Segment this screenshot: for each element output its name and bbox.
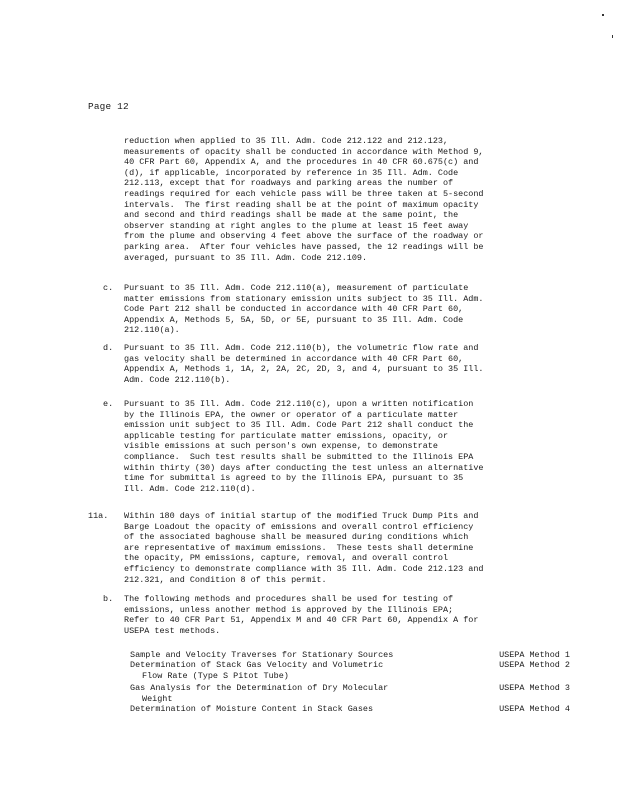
text-line: Refer to 40 CFR Part 51, Appendix M and 40 CFR Part 60, Appendix A for: [124, 615, 479, 626]
text-line: Pursuant to 35 Ill. Adm. Code 212.110(b), the volumetric flow rate and: [124, 343, 479, 353]
method-row: [130, 650, 570, 661]
text-line: measurements of opacity shall be conducted in accordance with Method 9,: [124, 146, 484, 157]
text-line: 40 CFR Part 60, Appendix A, and the procedures in 40 CFR 60.675(c) and: [124, 157, 479, 168]
text-line: Adm. Code 212.110(b).: [124, 374, 231, 385]
text-line: 212.321, and Condition 8 of this permit.: [124, 574, 327, 585]
text-line: by the Illinois EPA, the owner or operator of a particulate matter: [124, 409, 459, 420]
text-line: from the plume and observing 4 feet above the surface of the roadway or: [124, 231, 484, 242]
paragraph-11a-initial-startup: [124, 511, 574, 585]
method-name: Determination of Moisture Content in Stack Gases: [130, 704, 374, 714]
text-line: time for submittal is agreed to by the Illinois EPA, pursuant to 35: [124, 473, 464, 484]
text-line: Code Part 212 shall be conducted in accordance with 40 CFR Part 60,: [124, 304, 464, 315]
paragraph-e-testing-notification: [124, 399, 574, 494]
paragraph-opacity-measurement: [124, 136, 574, 263]
text-line: applicable testing for particulate matter emissions, opacity, or: [124, 430, 449, 441]
method-name-continued: Weight: [142, 693, 173, 704]
method-ref: USEPA Method 4: [499, 704, 570, 714]
paragraph-c-particulate-matter: [124, 283, 574, 336]
text-line: Pursuant to 35 Ill. Adm. Code 212.110(a), measurement of particulate: [124, 283, 469, 293]
text-line: parking area. After four vehicles have passed, the 12 readings will be: [124, 241, 484, 252]
text-line: gas velocity shall be determined in accordance with 40 CFR Part 60,: [124, 353, 464, 364]
text-line: Appendix A, Methods 5, 5A, 5D, or 5E, pursuant to 35 Ill. Adm. Code: [124, 314, 464, 325]
text-line: are representative of maximum emissions. These tests shall determine: [124, 542, 474, 553]
method-ref: USEPA Method 3: [499, 683, 570, 693]
text-line: 212.113, except that for roadways and parking areas the number of: [124, 178, 454, 189]
text-line: Ill. Adm. Code 212.110(d).: [124, 483, 256, 494]
text-line: averaged, pursuant to 35 Ill. Adm. Code 212.109.: [124, 252, 368, 263]
paragraph-b-test-methods: [124, 594, 574, 636]
method-ref: USEPA Method 2: [499, 660, 570, 670]
text-line: the opacity, PM emissions, capture, removal, and overall control: [124, 553, 449, 564]
text-line: Within 180 days of initial startup of the modified Truck Dump Pits and: [124, 511, 479, 521]
text-line: observer standing at right angles to the plume at least 15 feet away: [124, 220, 469, 231]
text-line: efficiency to demonstrate compliance with 35 Ill. Adm. Code 212.123 and: [124, 563, 484, 574]
text-line: of the associated baghouse shall be measured during conditions which: [124, 532, 469, 543]
text-line: Appendix A, Methods 1, 1A, 2, 2A, 2C, 2D, 3, and 4, pursuant to 35 Ill.: [124, 364, 484, 375]
item-label-c: c.: [103, 283, 114, 293]
text-line: within thirty (30) days after conducting the test unless an alternative: [124, 462, 484, 473]
text-line: reduction when applied to 35 Ill. Adm. Code 212.122 and 212.123,: [124, 136, 449, 146]
text-line: readings required for each vehicle pass will be three taken at 5-second: [124, 188, 484, 199]
text-line: USEPA test methods.: [124, 625, 221, 636]
item-label-11a: 11a.: [88, 511, 109, 521]
text-line: Pursuant to 35 Ill. Adm. Code 212.110(c), upon a written notification: [124, 399, 474, 409]
method-name: Gas Analysis for the Determination of Dry Molecular: [130, 683, 389, 693]
text-line: emission unit subject to 35 Ill. Adm. Code Part 212 shall conduct the: [124, 420, 474, 431]
text-line: Barge Loadout the opacity of emissions and overall control efficiency: [124, 521, 474, 532]
item-label-e: e.: [103, 399, 114, 409]
text-line: 212.110(a).: [124, 325, 180, 336]
method-name: Sample and Velocity Traverses for Stationary Sources: [130, 650, 394, 660]
scan-speck: [602, 14, 604, 16]
text-line: matter emissions from stationary emission units subject to 35 Ill. Adm.: [124, 293, 484, 304]
text-line: intervals. The first reading shall be at the point of maximum opacity: [124, 199, 479, 210]
method-row: [130, 704, 570, 715]
text-line: emissions, unless another method is approved by the Illinois EPA;: [124, 604, 454, 615]
text-line: visible emissions at such person's own expense, to demonstrate: [124, 441, 438, 452]
text-line: (d), if applicable, incorporated by reference in 35 Ill. Adm. Code: [124, 167, 459, 178]
text-line: and second and third readings shall be made at the same point, the: [124, 210, 459, 221]
method-name: Determination of Stack Gas Velocity and Volumetric: [130, 660, 384, 670]
page-number: Page 12: [88, 101, 129, 112]
item-label-b: b.: [103, 594, 114, 604]
method-row: [130, 683, 570, 704]
method-row: [130, 660, 570, 681]
text-line: The following methods and procedures shall be used for testing of: [124, 594, 454, 604]
scan-speck: [612, 35, 613, 38]
text-line: compliance. Such test results shall be submitted to the Illinois EPA: [124, 451, 474, 462]
method-name-continued: Flow Rate (Type S Pitot Tube): [142, 670, 289, 681]
method-ref: USEPA Method 1: [499, 650, 570, 660]
item-label-d: d.: [103, 343, 114, 353]
paragraph-d-flow-rate: [124, 343, 574, 385]
